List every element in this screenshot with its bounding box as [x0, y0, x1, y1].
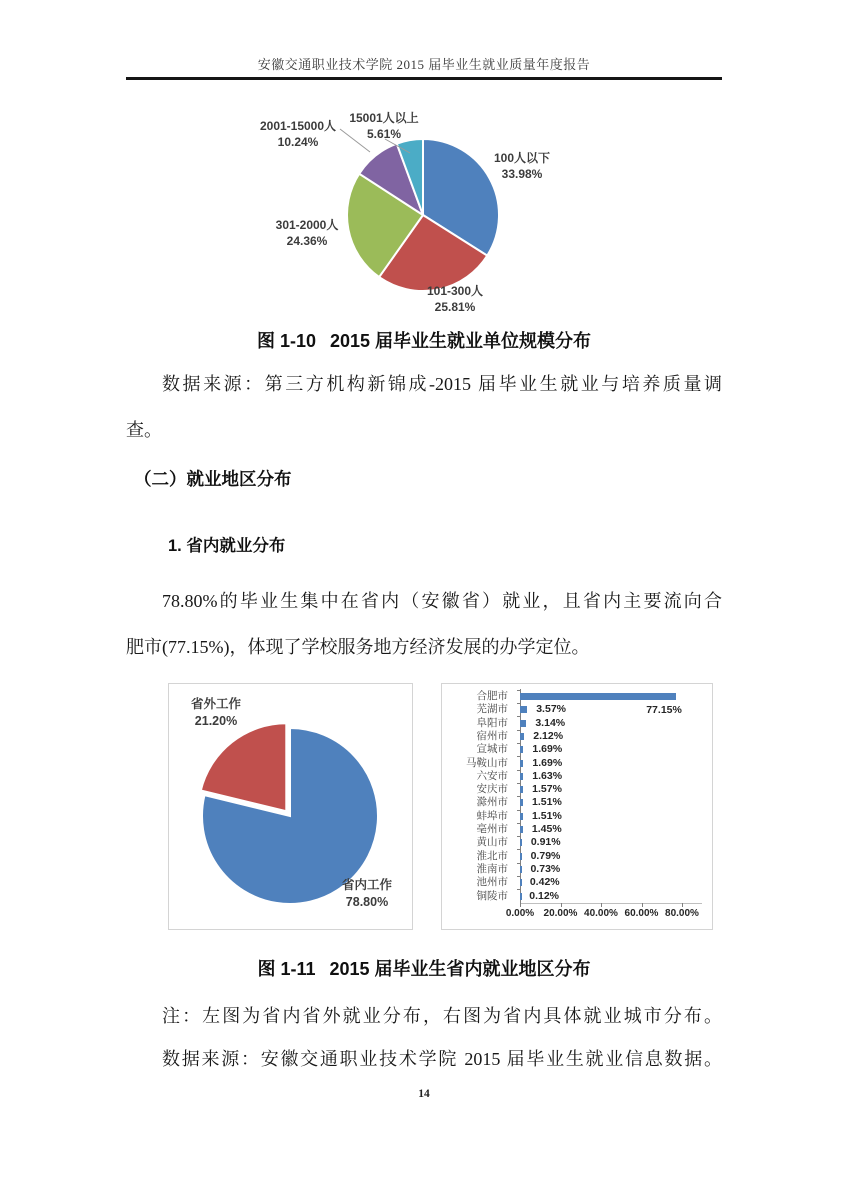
bar-category-label: 马鞍山市	[466, 756, 508, 769]
bar	[520, 733, 524, 740]
body-paragraph	[126, 578, 722, 670]
x-axis-tick	[682, 903, 683, 907]
bar-value-label: 3.14%	[535, 716, 566, 729]
bar-value-label: 1.57%	[532, 783, 562, 796]
inside-outside-pie-panel	[168, 683, 413, 930]
y-axis-tick	[517, 756, 520, 757]
bar-value-label: 1.63%	[532, 769, 563, 782]
pie-label-pct: 10.24%	[277, 135, 319, 149]
bar-category-label: 芜湖市	[476, 703, 508, 716]
pie-label	[462, 150, 582, 182]
bar-value-label: 1.69%	[532, 756, 563, 769]
bar-category-label: 宿州市	[476, 729, 508, 742]
bar-category-label: 铜陵市	[476, 889, 508, 902]
pie-label-pct: 24.36%	[286, 234, 328, 248]
source-line: 数据来源：第三方机构新锦成-2015 届毕业生就业与培养质量调	[162, 374, 722, 394]
bar-category-label: 宣城市	[476, 743, 508, 756]
bar	[520, 853, 522, 860]
bar	[520, 893, 522, 900]
bar-category-label: 淮北市	[476, 849, 508, 862]
bar-category-label: 黄山市	[476, 836, 508, 849]
pie-label-name: 2001-15000人	[259, 119, 337, 133]
pie-label-pct: 21.20%	[194, 714, 238, 728]
fig11-note: 注：左图为省内省外就业分布，右图为省内具体就业城市分布。	[162, 1006, 722, 1026]
pie-label	[247, 217, 367, 249]
pie-label-name: 100人以下	[493, 151, 551, 165]
bar	[520, 693, 676, 700]
bar-category-label: 合肥市	[476, 690, 508, 702]
pie-label	[395, 283, 515, 315]
x-axis-tick-label: 60.00%	[624, 908, 659, 919]
bar-value-label: 1.51%	[532, 796, 562, 809]
bar	[520, 879, 522, 886]
pie-label-name: 省内工作	[341, 878, 392, 892]
y-axis-tick	[517, 770, 520, 771]
x-axis-tick-label: 80.00%	[665, 908, 699, 919]
bar-category-label: 六安市	[476, 769, 508, 782]
header-rule	[126, 77, 722, 80]
y-axis-tick	[517, 783, 520, 784]
bar-value-label: 3.57%	[536, 703, 566, 716]
caption-number: 图 1-10	[256, 331, 316, 351]
y-axis-tick	[517, 849, 520, 850]
bar	[520, 773, 523, 780]
y-axis-tick	[517, 703, 520, 704]
bar-category-label: 淮南市	[476, 862, 508, 875]
bar	[520, 760, 523, 767]
y-axis-tick	[517, 743, 520, 744]
bar-category-label: 亳州市	[476, 823, 508, 835]
bar-value-label: 0.42%	[529, 876, 560, 889]
caption-text: 2015 届毕业生省内就业地区分布	[329, 959, 591, 979]
y-axis-tick	[517, 836, 520, 837]
bar	[520, 706, 527, 713]
bar	[520, 813, 523, 820]
figure-province-charts	[126, 683, 722, 930]
bar-value-label: 1.51%	[532, 809, 562, 822]
bar-value-label: 0.73%	[530, 862, 561, 875]
bar	[520, 746, 523, 753]
bar-category-label: 蚌埠市	[476, 809, 508, 822]
page-number: 14	[418, 1088, 430, 1100]
page-header-title: 安徽交通职业技术学院 2015 届毕业生就业质量年度报告	[257, 57, 591, 72]
paragraph-line: 肥市(77.15%)，体现了学校服务地方经济发展的办学定位。	[126, 637, 590, 657]
x-axis-tick-label: 0.00%	[505, 908, 535, 919]
bar-category-label: 池州市	[476, 876, 508, 889]
x-axis-tick	[520, 903, 521, 907]
figure-unit-scale-pie	[126, 105, 722, 317]
y-axis-tick	[517, 863, 520, 864]
bar	[520, 866, 522, 873]
y-axis-tick	[517, 876, 520, 877]
y-axis-tick	[517, 889, 520, 890]
bar	[520, 826, 523, 833]
bar-value-label: 1.45%	[531, 823, 562, 835]
bar-category-label: 滁州市	[476, 796, 508, 809]
y-axis-tick	[517, 730, 520, 731]
city-bar-chart-panel	[441, 683, 713, 930]
bar-value-label: 2.12%	[533, 729, 564, 742]
bar	[520, 720, 526, 727]
y-axis-tick	[517, 716, 520, 717]
pie-label-name: 15001人以上	[349, 111, 419, 125]
y-axis-tick	[517, 796, 520, 797]
y-axis-tick	[517, 810, 520, 811]
caption-text: 2015 届毕业生就业单位规模分布	[329, 331, 592, 351]
bar	[520, 839, 522, 846]
bar-category-label: 阜阳市	[476, 716, 508, 729]
bar-value-label: 0.91%	[530, 836, 561, 849]
pie-label-pct: 33.98%	[501, 167, 543, 181]
section-heading-region: （二）就业地区分布	[134, 469, 292, 489]
bar-category-label: 安庆市	[476, 783, 508, 796]
bar	[520, 799, 523, 806]
pie-label-pct: 5.61%	[366, 127, 402, 141]
pie-label-pct: 25.81%	[434, 300, 476, 314]
bar-value-label: 1.69%	[532, 743, 563, 756]
pie-label	[324, 110, 444, 142]
figure-1-10-caption	[126, 327, 722, 353]
pie-label	[321, 877, 413, 911]
x-axis-tick	[561, 903, 562, 907]
fig10-data-source	[126, 361, 722, 453]
pie-label-name: 101-300人	[426, 284, 484, 298]
caption-number: 图 1-11	[257, 959, 316, 979]
bar-value-label: 0.12%	[529, 889, 560, 902]
bar-chart-x-axis	[520, 903, 702, 904]
x-axis-tick	[601, 903, 602, 907]
subsection-heading-province: 1. 省内就业分布	[168, 537, 286, 555]
source-line: 查。	[126, 420, 162, 440]
x-axis-tick-label: 20.00%	[543, 908, 578, 919]
bar-value-label: 0.79%	[530, 849, 561, 862]
x-axis-tick	[642, 903, 643, 907]
y-axis-tick	[517, 690, 520, 691]
y-axis-tick	[517, 823, 520, 824]
figure-1-11-caption	[126, 955, 722, 981]
pie-label-name: 301-2000人	[275, 218, 339, 232]
pie-label-name: 省外工作	[190, 697, 241, 711]
fig11-data-source: 数据来源：安徽交通职业技术学院 2015 届毕业生就业信息数据。	[162, 1049, 722, 1069]
bar-value-label: 77.15%	[646, 703, 682, 716]
x-axis-tick-label: 40.00%	[584, 908, 618, 919]
bar	[520, 786, 523, 793]
pie-label-pct: 78.80%	[345, 895, 389, 909]
paragraph-line: 78.80%的毕业生集中在省内（安徽省）就业，且省内主要流向合	[162, 591, 722, 611]
pie-label	[171, 696, 261, 730]
